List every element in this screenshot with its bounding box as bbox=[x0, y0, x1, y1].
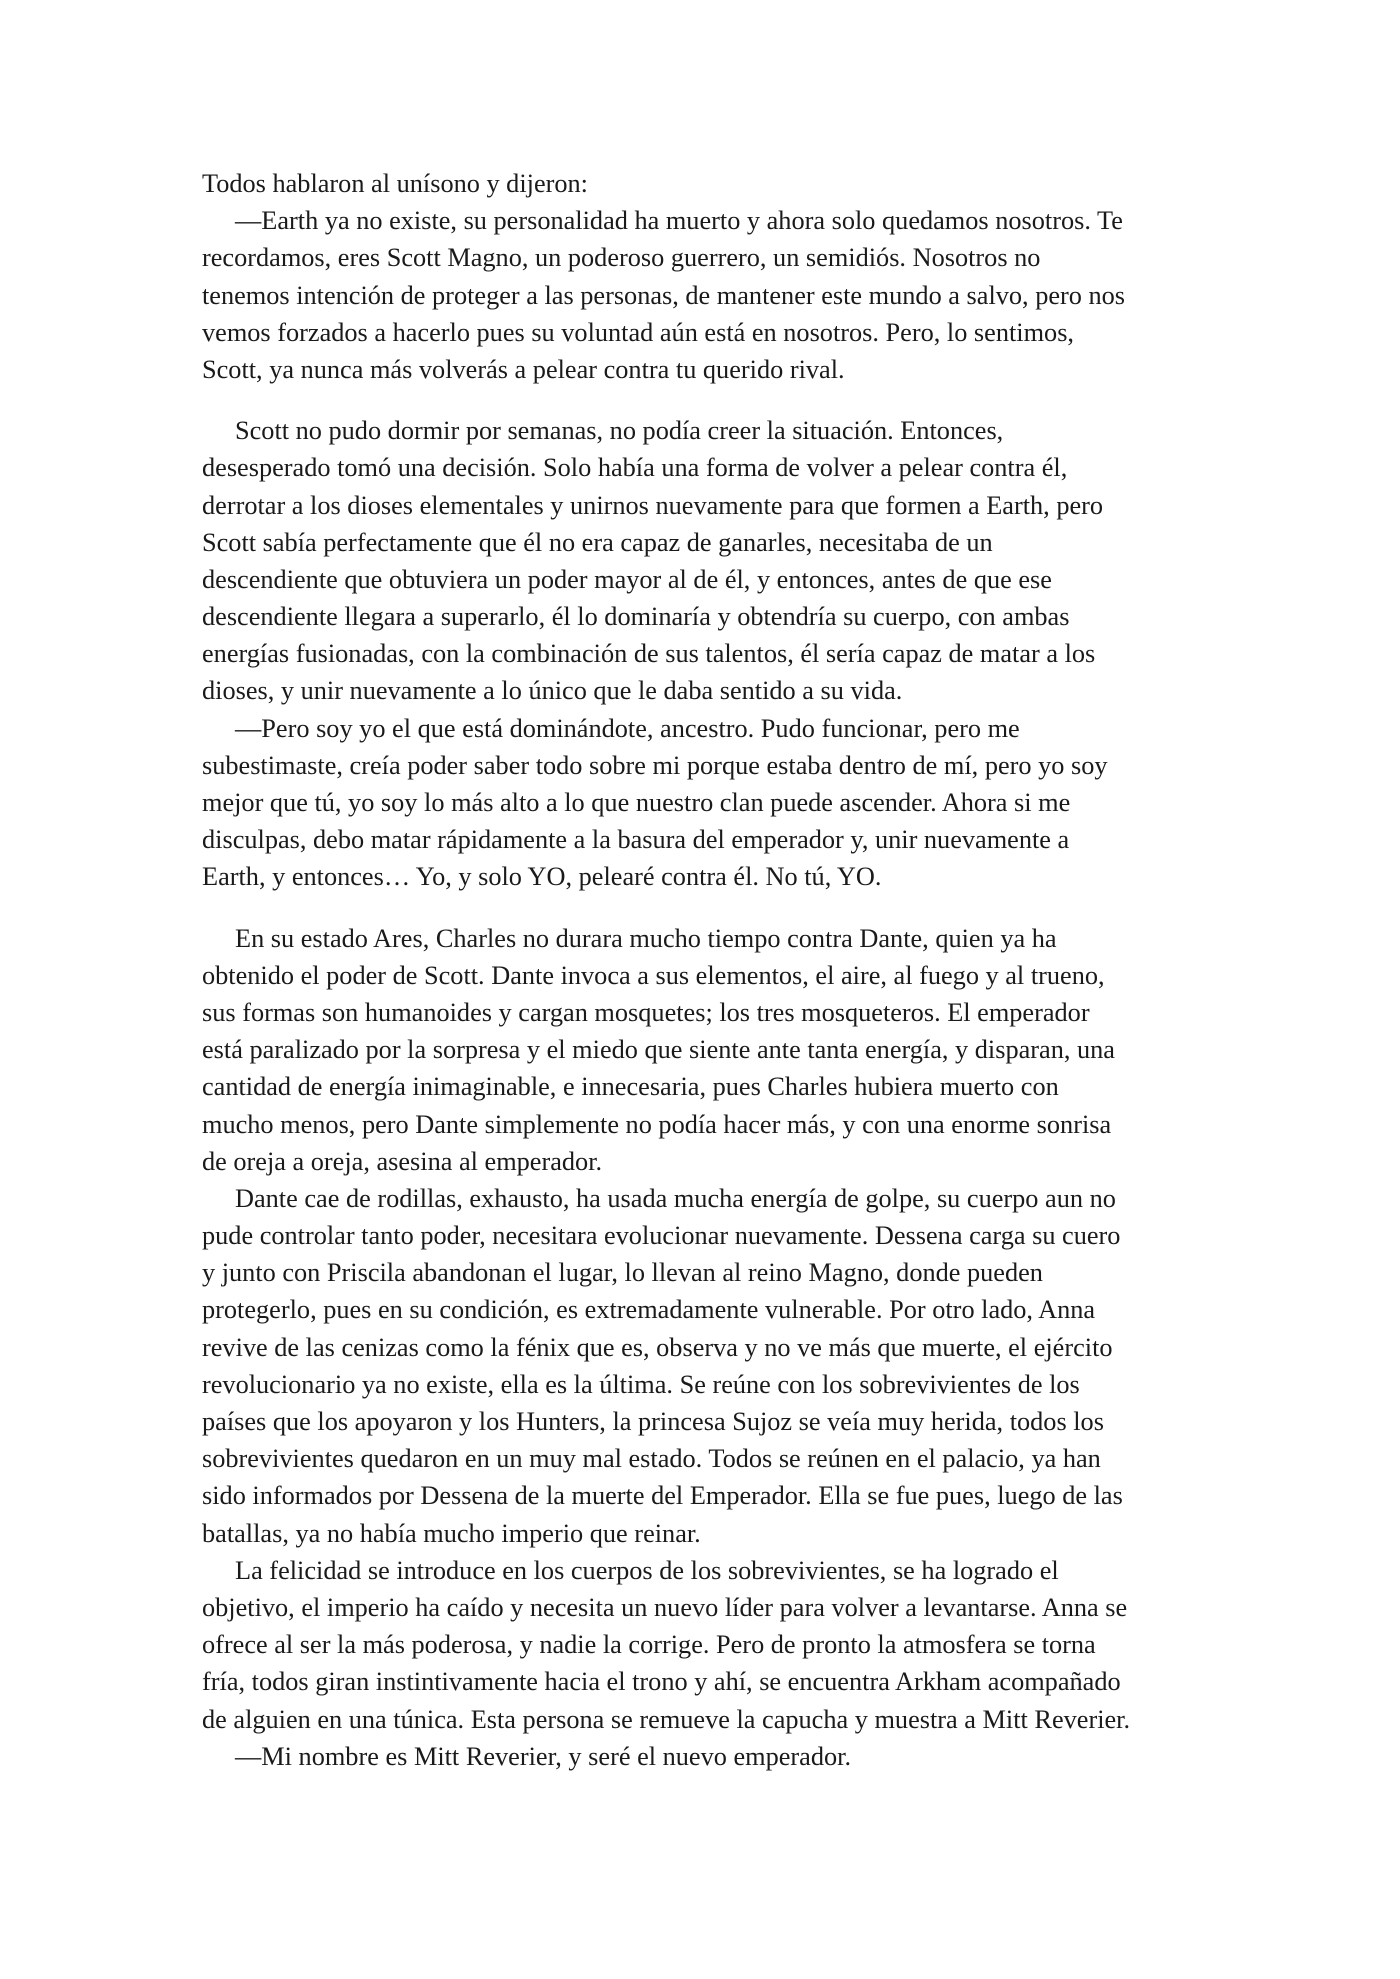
text-line: En su estado Ares, Charles no durara mucho tiempo contra Dante, quien ya ha bbox=[235, 923, 1057, 953]
text-line: sus formas son humanoides y cargan mosquetes; los tres mosqueteros. El emperador bbox=[202, 997, 1090, 1027]
text-line: protegerlo, pues en su condición, es extremadamente vulnerable. Por otro lado, Anna bbox=[202, 1295, 1096, 1325]
text-line: está paralizado por la sorpresa y el miedo que siente ante tanta energía, y disparan, una bbox=[202, 1035, 1115, 1065]
text-line: de alguien en una túnica. Esta persona se remueve la capucha y muestra a Mitt Reverier. bbox=[202, 1704, 1131, 1734]
text-line: y junto con Priscila abandonan el lugar, lo llevan al reino Magno, donde pueden bbox=[202, 1258, 1043, 1288]
text-line: disculpas, debo matar rápidamente a la basura del emperador y, unir nuevamente a bbox=[202, 825, 1070, 855]
text-line: sobrevivientes quedaron en un muy mal estado. Todos se reúnen en el palacio, ya han bbox=[202, 1444, 1101, 1474]
text-line: tenemos intención de proteger a las personas, de mantener este mundo a salvo, pero nos bbox=[202, 280, 1126, 310]
text-line: —Pero soy yo el que está dominándote, ancestro. Pudo funcionar, pero me bbox=[235, 713, 1020, 743]
text-line: Scott no pudo dormir por semanas, no podía creer la situación. Entonces, bbox=[235, 416, 1004, 446]
text-line: pude controlar tanto poder, necesitara evolucionar nuevamente. Dessena carga su cuero bbox=[202, 1221, 1121, 1251]
text-line: La felicidad se introduce en los cuerpos de los sobrevivientes, se ha logrado el bbox=[235, 1555, 1059, 1585]
text-line: recordamos, eres Scott Magno, un poderoso guerrero, un semidiós. Nosotros no bbox=[202, 243, 1041, 273]
text-line: de oreja a oreja, asesina al emperador. bbox=[202, 1146, 603, 1176]
text-line: Earth, y entonces… Yo, y solo YO, pelearé contra él. No tú, YO. bbox=[202, 862, 882, 892]
text-line: revolucionario ya no existe, ella es la última. Se reúne con los sobrevivientes de los bbox=[202, 1369, 1080, 1399]
text-line: mucho menos, pero Dante simplemente no podía hacer más, y con una enorme sonrisa bbox=[202, 1109, 1112, 1139]
text-line: objetivo, el imperio ha caído y necesita un nuevo líder para volver a levantarse. Anna se bbox=[202, 1592, 1128, 1622]
paragraph-gap bbox=[202, 896, 1207, 920]
text-line: descendiente que obtuviera un poder mayor al de él, y entonces, antes de que ese bbox=[202, 564, 1052, 594]
text-line: Scott, ya nunca más volverás a pelear contra tu querido rival. bbox=[202, 354, 845, 384]
text-line: subestimaste, creía poder saber todo sobre mi porque estaba dentro de mí, pero yo soy bbox=[202, 750, 1108, 780]
text-line: revive de las cenizas como la fénix que es, observa y no ve más que muerte, el ejército bbox=[202, 1332, 1113, 1362]
text-line: Scott sabía perfectamente que él no era capaz de ganarles, necesitaba de un bbox=[202, 527, 993, 557]
text-line: energías fusionadas, con la combinación de sus talentos, él sería capaz de matar a los bbox=[202, 639, 1096, 669]
paragraph-gap bbox=[202, 388, 1207, 412]
text-line: fría, todos giran instintivamente hacia el trono y ahí, se encuentra Arkham acompañado bbox=[202, 1667, 1121, 1697]
text-line: dioses, y unir nuevamente a lo único que le daba sentido a su vida. bbox=[202, 676, 903, 706]
body-text bbox=[202, 165, 1207, 1775]
text-line: vemos forzados a hacerlo pues su voluntad aún está en nosotros. Pero, lo sentimos, bbox=[202, 317, 1074, 347]
text-line: sido informados por Dessena de la muerte del Emperador. Ella se fue pues, luego de las bbox=[202, 1481, 1123, 1511]
text-line: Dante cae de rodillas, exhausto, ha usada mucha energía de golpe, su cuerpo aun no bbox=[235, 1183, 1116, 1213]
text-line: ofrece al ser la más poderosa, y nadie la corrige. Pero de pronto la atmosfera se torna bbox=[202, 1630, 1096, 1660]
text-line: —Earth ya no existe, su personalidad ha muerto y ahora solo quedamos nosotros. Te bbox=[235, 206, 1123, 236]
text-line: desesperado tomó una decisión. Solo había una forma de volver a pelear contra él, bbox=[202, 453, 1068, 483]
text-line: cantidad de energía inimaginable, e innecesaria, pues Charles hubiera muerto con bbox=[202, 1072, 1059, 1102]
text-line: obtenido el poder de Scott. Dante invoca a sus elementos, el aire, al fuego y al trueno, bbox=[202, 960, 1105, 990]
text-line: derrotar a los dioses elementales y unirnos nuevamente para que formen a Earth, pero bbox=[202, 490, 1104, 520]
text-line: descendiente llegara a superarlo, él lo dominaría y obtendría su cuerpo, con ambas bbox=[202, 602, 1070, 632]
text-line: batallas, ya no había mucho imperio que reinar. bbox=[202, 1518, 701, 1548]
text-line: países que los apoyaron y los Hunters, la princesa Sujoz se veía muy herida, todos los bbox=[202, 1407, 1104, 1436]
text-line: Todos hablaron al unísono y dijeron: bbox=[202, 169, 588, 198]
text-line: mejor que tú, yo soy lo más alto a lo que nuestro clan puede ascender. Ahora si me bbox=[202, 788, 1071, 817]
text-line: —Mi nombre es Mitt Reverier, y seré el nuevo emperador. bbox=[235, 1741, 852, 1771]
